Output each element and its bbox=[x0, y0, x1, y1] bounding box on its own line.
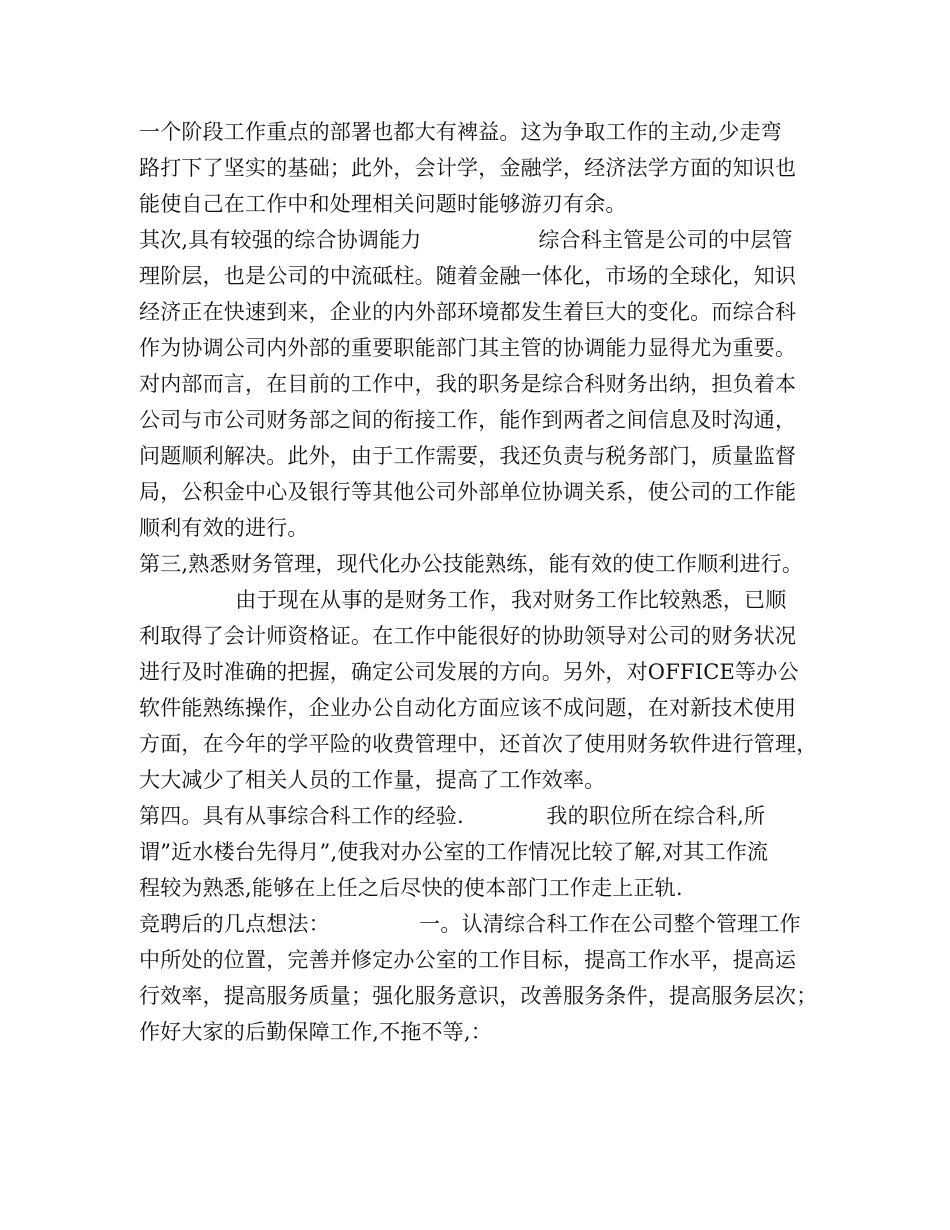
text-line: 大大减少了相关人员的工作量，提高了工作效率。 bbox=[139, 768, 606, 792]
text-line: 由于现在从事的是财务工作，我对财务工作比较熟悉，已顺 bbox=[139, 588, 787, 612]
text-line: 其次,具有较强的综合协调能力 综合科主管是公司的中层管 bbox=[139, 228, 793, 252]
text-line: 谓”近水楼台先得月”,使我对办公室的工作情况比较了解,对其工作流 bbox=[139, 840, 769, 864]
text-line: 软件能熟练操作，企业办公自动化方面应该不成问题，在对新技术使用 bbox=[139, 696, 797, 720]
text-line: 路打下了坚实的基础；此外，会计学，金融学，经济法学方面的知识也 bbox=[139, 156, 797, 180]
text-line: 竞聘后的几点想法： 一。认清综合科工作在公司整个管理工作 bbox=[139, 912, 801, 936]
text-line: 中所处的位置，完善并修定办公室的工作目标，提高工作水平，提高运 bbox=[139, 948, 797, 972]
text-line: 行效率，提高服务质量；强化服务意识，改善服务条件，提高服务层次； bbox=[139, 984, 818, 1008]
text-line: 公司与市公司财务部之间的衔接工作，能作到两者之间信息及时沟通， bbox=[139, 408, 797, 432]
text-line: 理阶层，也是公司的中流砥柱。随着金融一体化，市场的全球化，知识 bbox=[139, 264, 797, 288]
text-line: 顺利有效的进行。 bbox=[139, 516, 309, 540]
text-line: 一个阶段工作重点的部署也都大有裨益。这为争取工作的主动,少走弯 bbox=[139, 120, 782, 144]
text-line: 方面，在今年的学平险的收费管理中，还首次了使用财务软件进行管理， bbox=[139, 732, 818, 756]
text-line: 对内部而言，在目前的工作中，我的职务是综合科财务出纳，担负着本 bbox=[139, 372, 797, 396]
text-line: 能使自己在工作中和处理相关问题时能够游刃有余。 bbox=[139, 192, 627, 216]
text-line: 局，公积金中心及银行等其他公司外部单位协调关系，使公司的工作能 bbox=[139, 480, 797, 504]
text-line: 第三,熟悉财务管理，现代化办公技能熟练，能有效的使工作顺利进行。 bbox=[139, 552, 804, 576]
text-line: 第四。具有从事综合科工作的经验. 我的职位所在综合科,所 bbox=[139, 804, 766, 828]
text-line: 程较为熟悉,能够在上任之后尽快的使本部门工作走上正轨. bbox=[139, 876, 683, 900]
text-line: 作为协调公司内外部的重要职能部门其主管的协调能力显得尤为重要。 bbox=[139, 336, 797, 360]
text-line: 进行及时准确的把握，确定公司发展的方向。另外，对OFFICE等办公 bbox=[139, 660, 799, 684]
text-line: 作好大家的后勤保障工作,不拖不等,： bbox=[139, 1020, 492, 1044]
text-line: 问题顺利解决。此外，由于工作需要，我还负责与税务部门，质量监督 bbox=[139, 444, 797, 468]
text-line: 利取得了会计师资格证。在工作中能很好的协助领导对公司的财务状况 bbox=[139, 624, 797, 648]
text-line: 经济正在快速到来，企业的内外部环境都发生着巨大的变化。而综合科 bbox=[139, 300, 797, 324]
